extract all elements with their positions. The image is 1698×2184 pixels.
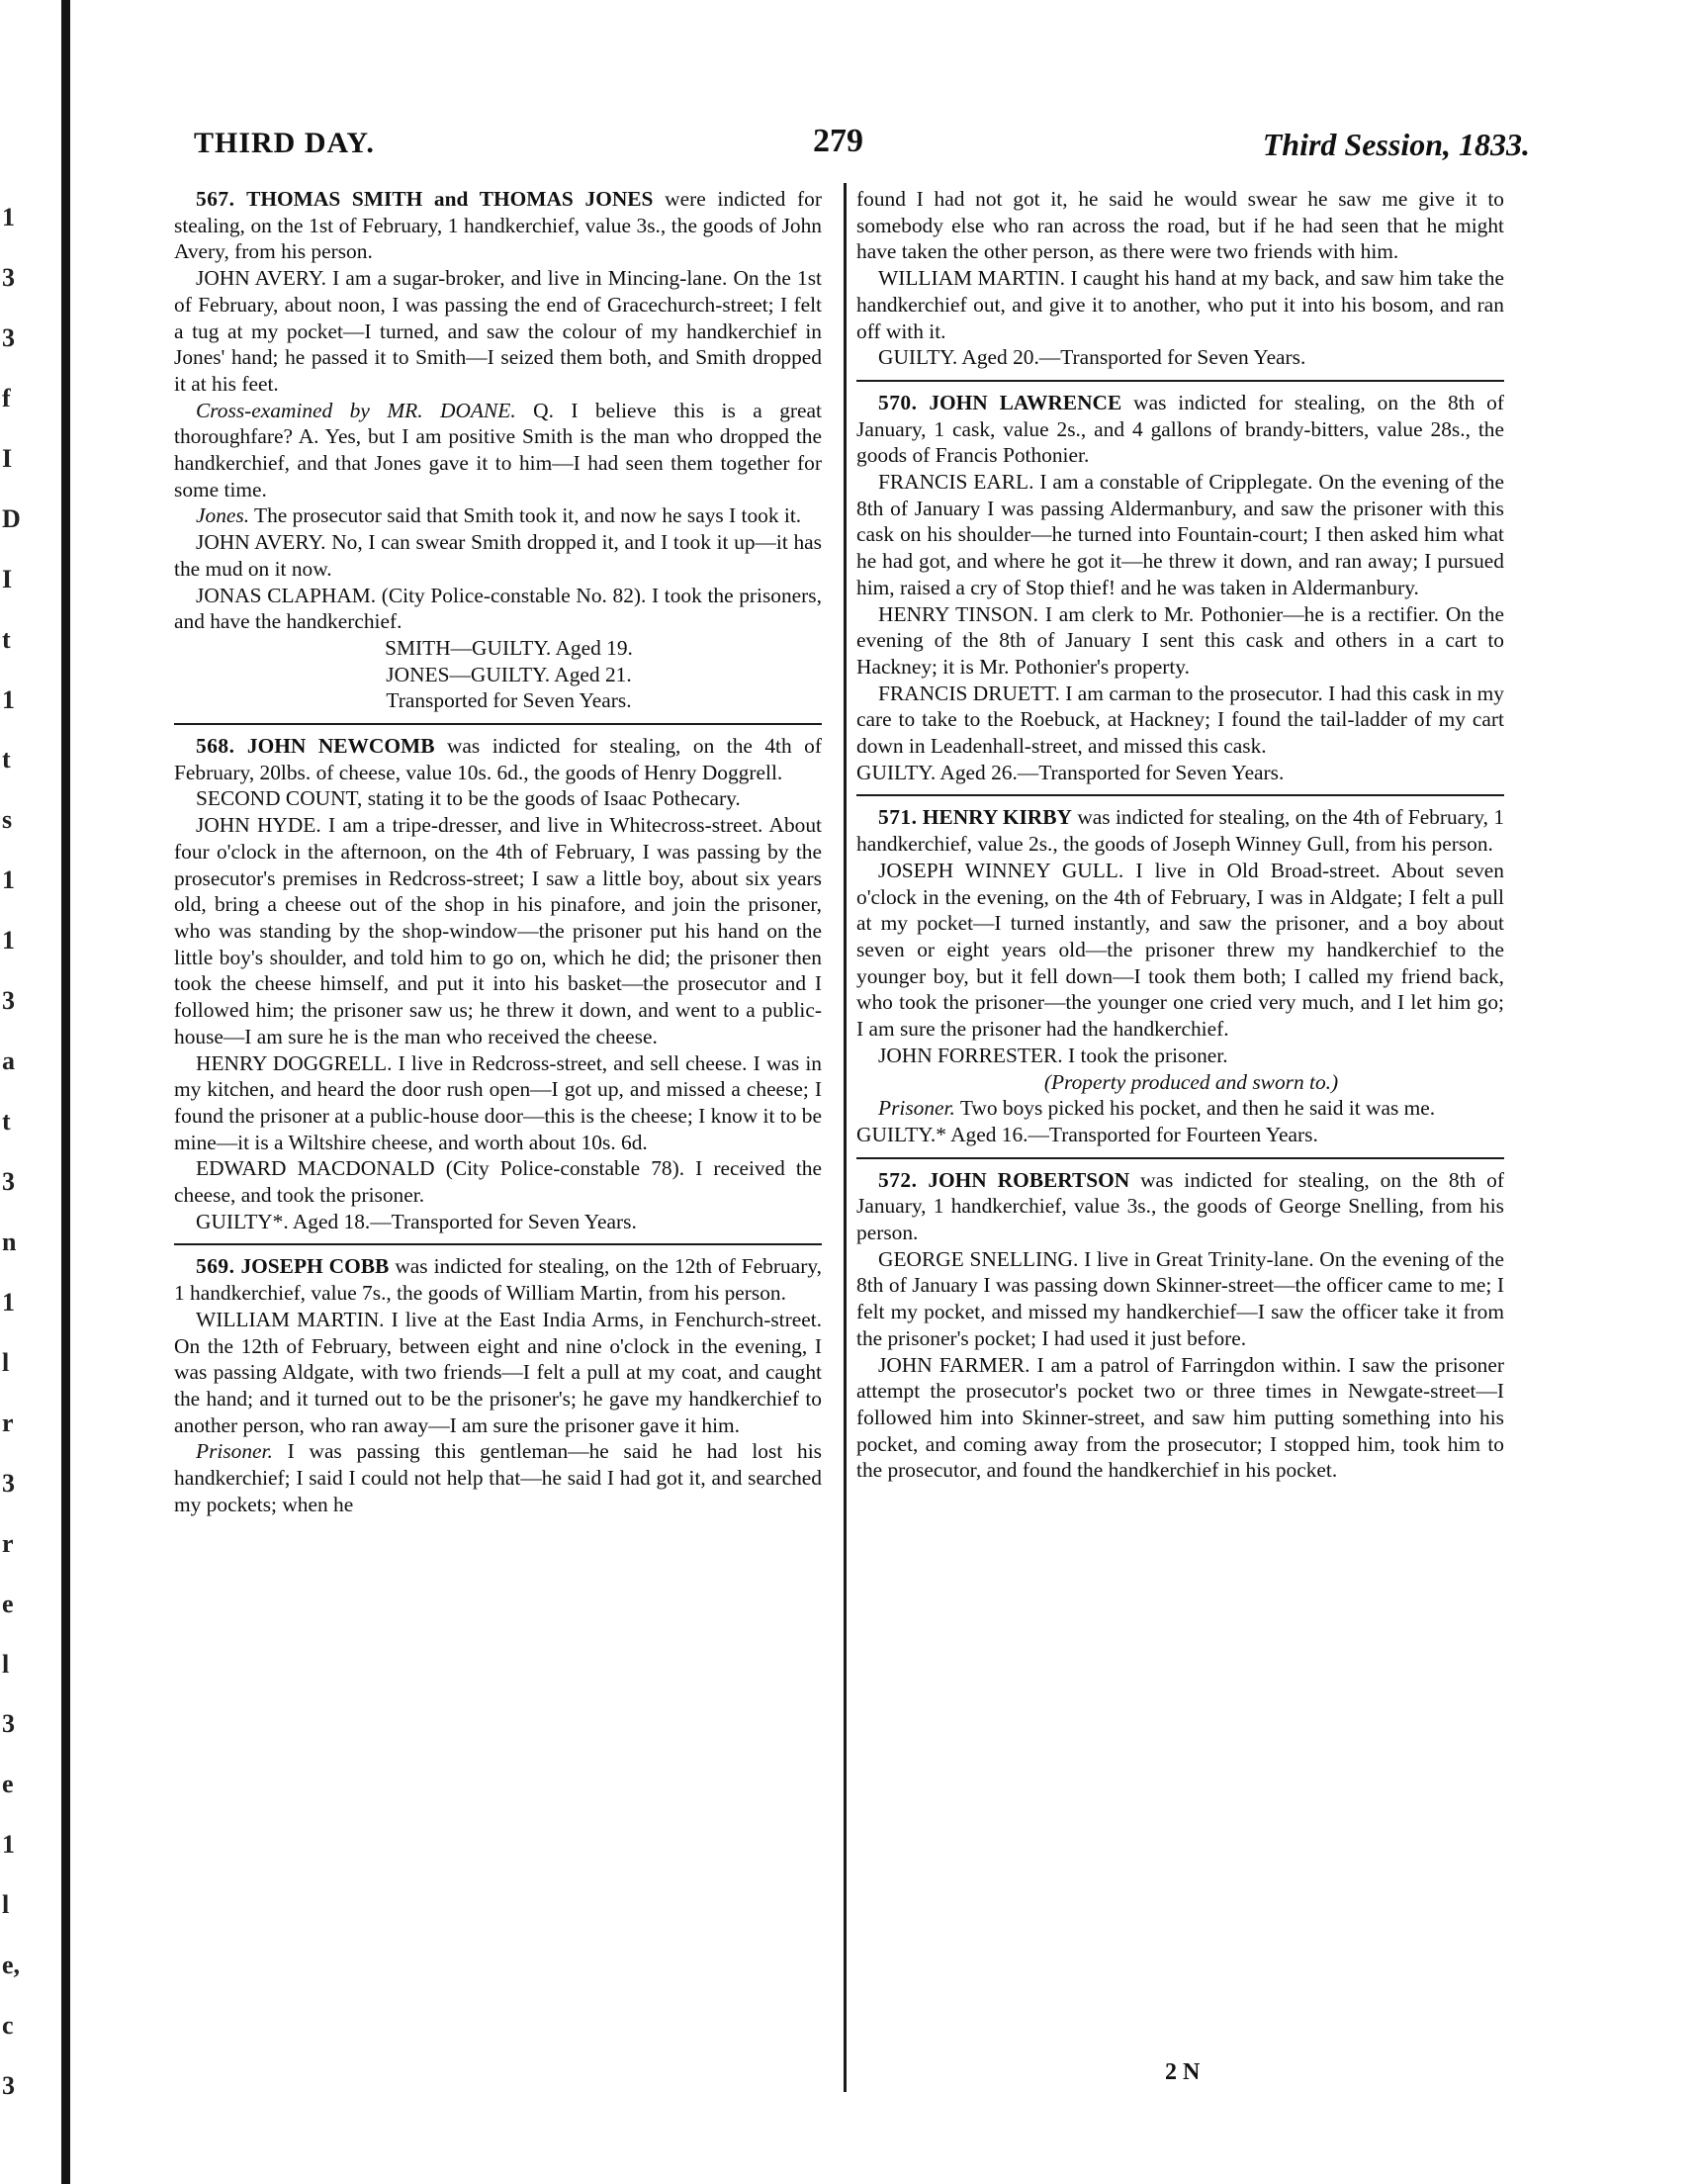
margin-mark: s (2, 805, 13, 834)
testimony: JOHN FARMER. I am a patrol of Farringdon within. I saw the prisoner attempt the prosecutor's pocket two or three times in Newgate-street—I followed him into Skinner-street, and saw him putting something into his pocket, and coming away from the prosecutor; I stopped him, took him to the prosecutor, and found the handkerchief in his pocket. (856, 1352, 1504, 1483)
case-568-indictment: 568. JOHN NEWCOMB was indicted for stealing, on the 4th of February, 20lbs. of cheese, value 10s. 6d., the goods of Henry Doggrell. (174, 734, 822, 784)
margin-mark: r (2, 1409, 14, 1437)
page-header (188, 123, 1530, 176)
margin-mark: r (2, 1529, 14, 1558)
verdict: GUILTY*. Aged 18.—Transported for Seven Years. (196, 1209, 637, 1233)
margin-mark: 3 (2, 1469, 15, 1498)
margin-mark: t (2, 1107, 11, 1136)
page-number: 279 (813, 123, 863, 159)
case-569-indictment: 569. JOSEPH COBB was indicted for stealing, on the 12th of February, 1 handkerchief, value 7s., the goods of William Martin, from his person. (174, 1254, 822, 1306)
case-570-indictment: 570. JOHN LAWRENCE was indicted for stealing, on the 8th of January, 1 cask, value 2s., and 4 gallons of brandy-bitters, value 28s., the goods of Francis Pothonier. (856, 390, 1504, 468)
margin-mark: 3 (2, 1709, 15, 1738)
testimony: JOHN AVERY. No, I can swear Smith dropped it, and I took it up—it has the mud on it now. (174, 530, 822, 581)
running-head-left: THIRD DAY. (194, 127, 375, 159)
case-571-indictment: 571. HENRY KIRBY was indicted for stealing, on the 4th of February, 1 handkerchief, value 2s., the goods of Joseph Winney Gull, from his person. (856, 805, 1505, 857)
defendant-names: JOSEPH COBB (240, 1254, 390, 1279)
margin-mark: 3 (2, 986, 15, 1015)
cross-examination: Cross-examined by MR. DOANE. Q. I believe this is a great thoroughfare? A. Yes, but I am positive Smith is the man who dropped the handkerchief, and that Jones gave it to him—I had seen them together for some time. (174, 398, 822, 501)
testimony: FRANCIS DRUETT. I am carman to the prosecutor. I had this cask in my care to take to the Roebuck, at Hackney; I found the tail-ladder of my cart down in Leadenhall-street, and missed this cask. (856, 681, 1504, 759)
testimony: HENRY DOGGRELL. I live in Redcross-street, and sell cheese. I was in my kitchen, and heard the door rush open—I got up, and missed a cheese; I found the prisoner at a public-house door—this is the cheese; I know it to be mine—it is a Wiltshire cheese, and worth about 10s. 6d. (174, 1050, 822, 1154)
margin-mark: t (2, 745, 11, 774)
margin-mark: 1 (2, 1830, 15, 1859)
property-note: (Property produced and sworn to.) (1043, 1069, 1339, 1094)
case-divider (174, 1243, 822, 1245)
defence-statement: Prisoner. I was passing this gentleman—he said he had lost his handkerchief; I said I could not help that—he said I had got it, and searched my pockets; when he (174, 1439, 822, 1516)
continued-text: found I had not got it, he said he would swear he saw me give it to somebody else who ran across the road, but if he had seen that he might have taken the other person, as there were two friends with him. (856, 187, 1504, 264)
margin-mark: 1 (2, 1288, 15, 1317)
margin-mark: f (2, 384, 11, 412)
margin-mark: I (2, 565, 13, 593)
defendant-names: JOHN LAWRENCE (929, 390, 1122, 414)
margin-mark: t (2, 625, 11, 654)
testimony: JOHN HYDE. I am a tripe-dresser, and live in Whitecross-street. About four o'clock in the afternoon, on the 4th of February, I was passing by the prosecutor's premises in Redcross-street; I saw a little boy, about six years old, bring a cheese out of the shop in his pinafore, and join the prisoner, who was standing by the shop-window—the prisoner put his hand on the little boy's shoulder, and told him to go on, which he did; the prisoner then took the cheese himself, and put it into his basket—the prosecutor and I followed him; the prisoner saw us; he threw it down, and went to a public-house—I am sure he is the man who received the cheese. (174, 813, 822, 1048)
defendant-names: JOHN NEWCOMB (246, 734, 435, 759)
testimony: FRANCIS EARL. I am a constable of Cripplegate. On the evening of the 8th of January I was passing Aldermanbury, and saw the prisoner with this cask on his shoulder—he turned into Fountain-court; I then asked him what he had got, and where he got it—he threw it down, and ran away; I pursued him, raised a cry of Stop thief! and he was taken in Aldermanbury. (856, 470, 1504, 599)
testimony: HENRY TINSON. I am clerk to Mr. Pothonier—he is a rectifier. On the evening of the 8th of January I sent this cask and others in a cart to Hackney; it is Mr. Pothonier's property. (856, 601, 1504, 679)
testimony: WILLIAM MARTIN. I live at the East India Arms, in Fenchurch-street. On the 12th of February, between eight and nine o'clock in the evening, I was passing Aldgate, with two friends—I felt a pull at my coat, and caught the hand; and it turned out to be the prisoner's; he gave my handkerchief to another person, who ran away—I am sure the prisoner gave it him. (174, 1307, 822, 1437)
case-divider (856, 1157, 1504, 1159)
testimony: WILLIAM MARTIN. I caught his hand at my back, and saw him take the handkerchief out, and give it to another, who put it into his bosom, and ran off with it. (856, 266, 1504, 343)
case-572-indictment: 572. JOHN ROBERTSON was indicted for stealing, on the 8th of January, 1 handkerchief, value 3s., the goods of George Snelling, from his person. (856, 1167, 1504, 1245)
verdict: JONES—GUILTY. Aged 21. (386, 662, 632, 686)
margin-mark: e, (2, 1951, 21, 1979)
margin-mark: 3 (2, 323, 15, 352)
second-count: SECOND COUNT, stating it to be the goods of Isaac Pothecary. (196, 786, 741, 811)
defence-statement: Prisoner. Two boys picked his pocket, and then he said it was me. (878, 1096, 1436, 1121)
margin-mark: D (2, 504, 21, 533)
left-column (174, 186, 822, 1517)
defendant-names: HENRY KIRBY (922, 805, 1072, 830)
margin-mark: l (2, 1890, 10, 1919)
sentence: Transported for Seven Years. (386, 688, 632, 713)
case-divider (856, 794, 1504, 796)
testimony: JONAS CLAPHAM. (City Police-constable No. 82). I took the prisoners, and have the handkerchief. (174, 583, 822, 634)
case-567-indictment: 567. THOMAS SMITH and THOMAS JONES were indicted for stealing, on the 1st of February, 1 handkerchief, value 3s., the goods of John Avery, from his person. (174, 187, 822, 264)
defence-statement: Jones. The prosecutor said that Smith took it, and now he says I took it. (196, 503, 802, 528)
margin-mark: e (2, 1590, 14, 1618)
margin-mark: 1 (2, 926, 15, 955)
testimony: JOHN FORRESTER. I took the prisoner. (878, 1043, 1228, 1067)
case-divider (174, 723, 822, 725)
margin-mark: a (2, 1046, 15, 1075)
testimony: JOHN AVERY. I am a sugar-broker, and live in Mincing-lane. On the 1st of February, about noon, I was passing the end of Gracechurch-street; I felt a tug at my pocket—I turned, and saw the colour of my handkerchief in Jones' hand; he passed it to Smith—I seized them both, and Smith dropped it at his feet. (174, 266, 822, 396)
column-divider (844, 183, 847, 2092)
right-column (856, 186, 1504, 1484)
defendant-names: THOMAS SMITH and THOMAS JONES (246, 187, 654, 211)
margin-mark: I (2, 444, 13, 473)
signature-mark: 2 N (1165, 2059, 1201, 2085)
margin-mark: c (2, 2011, 14, 2040)
running-head-right: Third Session, 1833. (1262, 127, 1530, 162)
margin-mark: 3 (2, 263, 15, 292)
case-divider (856, 380, 1504, 382)
margin-mark: 1 (2, 685, 15, 714)
margin-mark: 1 (2, 203, 15, 231)
testimony: GEORGE SNELLING. I live in Great Trinity-lane. On the evening of the 8th of January I was passing down Skinner-street—the officer came to me; I felt my pocket, and missed my handkerchief—I saw the officer take it from the prisoner's pocket; I had used it just before. (856, 1246, 1504, 1350)
margin-mark: 3 (2, 1167, 15, 1196)
margin-mark: l (2, 1348, 10, 1377)
verdict: GUILTY. Aged 26.—Transported for Seven Years. (856, 760, 1285, 784)
margin-mark: e (2, 1770, 14, 1798)
defendant-names: JOHN ROBERTSON (928, 1167, 1130, 1192)
margin-mark: 3 (2, 2071, 15, 2100)
verdict: GUILTY. Aged 20.—Transported for Seven Years. (878, 345, 1306, 370)
margin-mark: l (2, 1650, 10, 1679)
testimony: JOSEPH WINNEY GULL. I live in Old Broad-street. About seven o'clock in the evening, on the 4th of February, I was in Aldgate; I felt a pull at my pocket—I turned instantly, and saw the prisoner, and a boy about seven or eight years old—the prisoner threw my handkerchief to the younger boy, but it fell down—I took them both; I called my friend back, who took the prisoner—the younger one cried very much, and I let him go; I am sure the prisoner had the handkerchief. (856, 858, 1504, 1042)
verdict: GUILTY.* Aged 16.—Transported for Fourteen Years. (856, 1122, 1318, 1146)
testimony: EDWARD MACDONALD (City Police-constable 78). I received the cheese, and took the prisoner. (174, 1156, 822, 1208)
margin-mark: 1 (2, 865, 15, 894)
binding-edge (61, 0, 70, 2184)
verdict: SMITH—GUILTY. Aged 19. (385, 635, 633, 660)
margin-mark: n (2, 1228, 17, 1256)
